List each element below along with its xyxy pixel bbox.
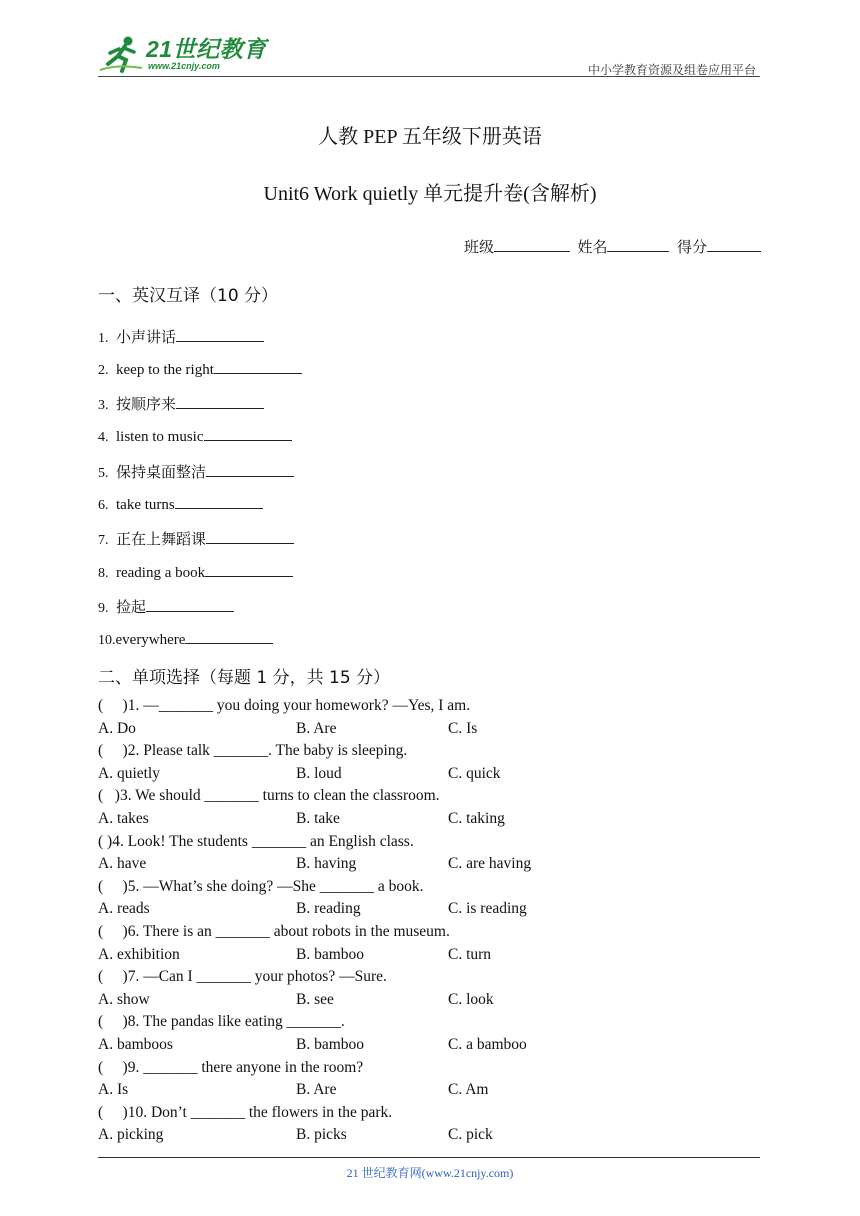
vocab-item: 4. listen to music [98,427,292,446]
name-field[interactable] [607,237,669,252]
class-field[interactable] [494,237,570,252]
answer-blank[interactable] [214,360,302,374]
option-a: A. picking [98,1126,164,1144]
option-a: A. show [98,990,150,1008]
vocab-item: 1. 小声讲话 [98,326,264,347]
score-field[interactable] [707,237,761,252]
question-stem: ( )6. There is an _______ about robots in the museum. [98,923,450,940]
section2-heading: 二、单项选择（每题 1 分，共 15 分） [98,668,391,688]
option-c: C. is reading [448,900,527,918]
vocab-item: 8. reading a book [98,563,293,582]
option-a: A. takes [98,809,149,827]
option-b: B. bamboo [296,1035,365,1053]
option-c: C. taking [448,809,505,827]
option-c: C. pick [448,1126,493,1144]
option-a: A. Do [98,719,136,737]
logo-url: www.21cnjy.com [148,61,220,71]
option-a: A. reads [98,900,150,918]
footer-text[interactable]: 21 世纪教育网(www.21cnjy.com) [346,1166,514,1180]
answer-blank[interactable] [146,598,234,612]
question-stem: ( )8. The pandas like eating _______. [98,1013,345,1031]
option-b: B. reading [296,900,361,918]
name-label: 姓名 [577,238,608,256]
question-stem: ( )10. Don’t _______ the flowers in the park. [98,1103,393,1121]
vocab-item: 2. keep to the right [98,360,302,379]
page-header [98,34,760,77]
option-a: A. exhibition [98,945,180,963]
page-title: 人教 PEP 五年级下册英语 [318,126,542,148]
logo-text: 21世纪教育 [146,36,267,62]
option-c: C. look [448,990,494,1008]
option-b: B. loud [296,764,342,782]
option-c: C. are having [448,855,532,873]
option-b: B. picks [296,1126,347,1144]
vocab-item: 3. 按顺序来 [98,393,264,414]
option-b: B. see [296,990,334,1008]
student-info [464,236,761,257]
option-c: C. Am [448,1081,489,1099]
question-stem: ( )2. Please talk _______. The baby is sleeping. [98,742,408,760]
platform-label: 中小学教育资源及组卷应用平台 [587,63,756,77]
option-c: C. Is [448,719,478,737]
question-stem: ( )1. —_______ you doing your homework? —Yes, I am. [98,697,471,714]
footer-divider [98,1157,760,1158]
class-label: 班级 [463,238,494,256]
option-b: B. Are [296,1081,337,1099]
logo [98,34,267,74]
question-stem: ( )7. —Can I _______ your photos? —Sure. [98,968,387,986]
answer-blank[interactable] [175,495,263,509]
vocab-item: 10.everywhere [98,630,273,649]
option-b: B. take [296,809,340,827]
option-a: A. Is [98,1081,129,1099]
page-subtitle: Unit6 Work quietly 单元提升卷(含解析) [263,183,597,205]
option-b: B. Are [296,719,337,737]
option-c: C. turn [448,945,492,963]
vocab-item: 9. 捡起 [98,596,234,617]
option-a: A. have [98,855,147,873]
option-c: C. quick [448,764,501,782]
question-stem: ( )4. Look! The students _______ an English class. [98,832,414,850]
question-stem: ( )5. —What’s she doing? —She _______ a book. [98,877,424,895]
answer-blank[interactable] [205,563,293,577]
question-stem: ( )9. _______ there anyone in the room? [98,1058,364,1076]
answer-blank[interactable] [206,530,294,544]
vocab-item: 7. 正在上舞蹈课 [98,528,294,549]
option-b: B. bamboo [296,945,365,963]
section1-heading: 一、英汉互译（10 分） [98,286,279,306]
answer-blank[interactable] [176,328,264,342]
vocab-item: 6. take turns [98,495,263,514]
vocab-item: 5. 保持桌面整洁 [98,461,294,482]
answer-blank[interactable] [204,427,292,441]
answer-blank[interactable] [185,630,273,644]
option-a: A. quietly [98,764,160,782]
option-a: A. bamboos [98,1035,173,1053]
question-stem: ( )3. We should _______ turns to clean the classroom. [98,787,440,805]
option-c: C. a bamboo [448,1035,527,1053]
answer-blank[interactable] [176,395,264,409]
option-b: B. having [296,855,357,873]
runner-logo-icon [98,34,144,74]
answer-blank[interactable] [206,463,294,477]
score-label: 得分 [676,238,707,256]
